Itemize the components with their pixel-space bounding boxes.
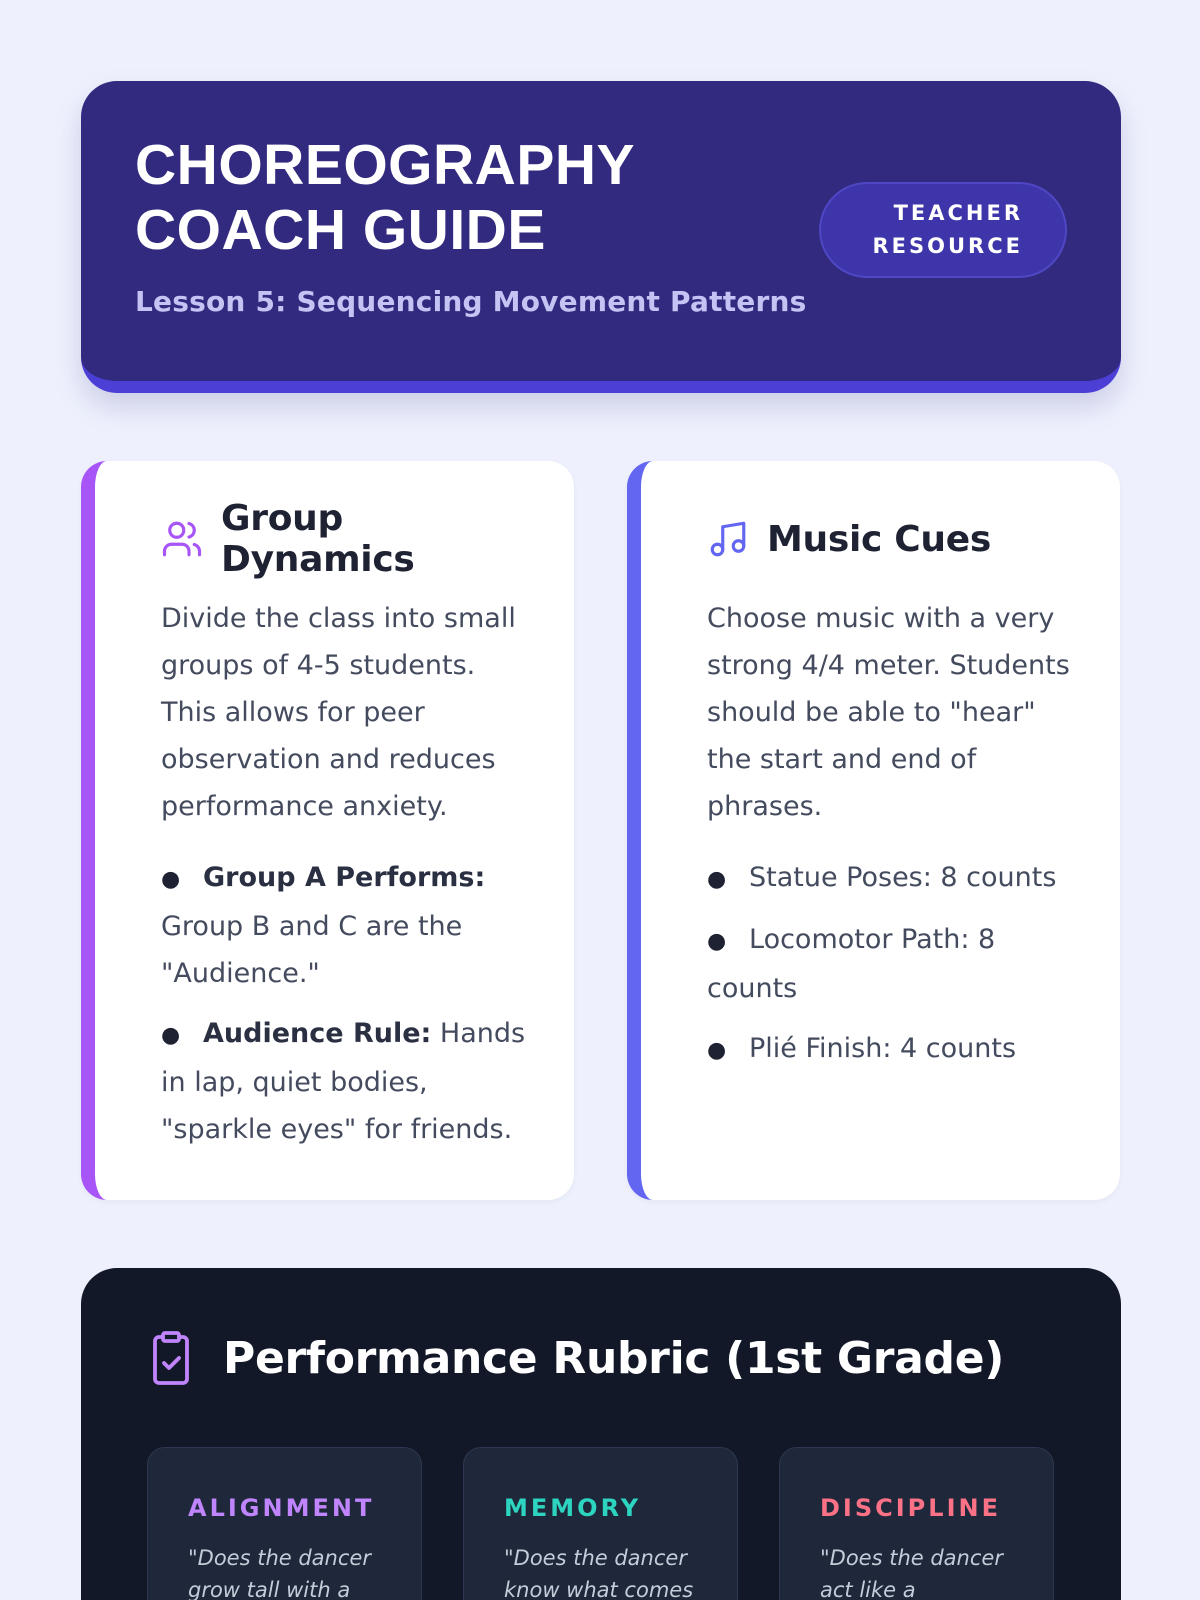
users-icon — [161, 518, 203, 560]
music-cues-card — [627, 461, 1120, 1200]
rubric-card-quote: "Does the dancer know what comes — [504, 1546, 694, 1600]
rubric-card-label: ALIGNMENT — [188, 1494, 375, 1522]
group-dynamics-list — [161, 854, 531, 1153]
teacher-resource-badge: TEACHER RESOURCE — [819, 182, 1067, 278]
rubric-card-quote: "Does the dancer grow tall with a — [188, 1546, 371, 1600]
rubric-card-label: DISCIPLINE — [820, 1494, 1001, 1522]
lesson-subtitle: Lesson 5: Sequencing Movement Patterns — [135, 285, 807, 318]
group-dynamics-body: Divide the class into small groups of 4-5 students. This allows for peer observation and reduces performance anxiety. — [161, 603, 516, 822]
music-cues-list — [707, 854, 1077, 1074]
bullet: ● — [707, 1038, 727, 1063]
list-item — [707, 854, 1077, 903]
list-item — [161, 1010, 531, 1153]
performance-rubric — [81, 1268, 1121, 1600]
list-item-text: Group B and C are the "Audience." — [161, 911, 463, 989]
guide-header — [81, 81, 1121, 393]
list-item-text: Statue Poses: 8 counts — [749, 862, 1057, 893]
list-item-lead: Group A Performs: — [203, 862, 486, 893]
rubric-header — [147, 1330, 1055, 1386]
rubric-card-label: MEMORY — [504, 1494, 642, 1522]
rubric-card-memory — [463, 1447, 738, 1600]
group-dynamics-title: Group Dynamics — [221, 498, 415, 580]
rubric-card-quote: "Does the dancer act like a — [820, 1546, 1003, 1600]
list-item-text: Locomotor Path: 8 counts — [707, 924, 996, 1004]
list-item — [707, 1025, 1077, 1074]
clipboard-check-icon — [147, 1330, 195, 1386]
list-item-text: Hands in lap, quiet bodies, "sparkle eyes" for friends. — [161, 1018, 526, 1145]
bullet: ● — [707, 867, 727, 892]
music-note-icon — [707, 518, 749, 560]
list-item-lead: Audience Rule: — [203, 1018, 432, 1049]
group-dynamics-header — [161, 498, 522, 580]
rubric-card-discipline — [779, 1447, 1054, 1600]
bullet: ● — [707, 929, 727, 954]
list-item-text: Plié Finish: 4 counts — [749, 1033, 1017, 1064]
page-title: CHOREOGRAPHY COACH GUIDE — [135, 133, 635, 262]
bullet: ● — [161, 867, 181, 892]
list-item — [161, 854, 531, 997]
rubric-card-alignment — [147, 1447, 422, 1600]
group-dynamics-card — [81, 461, 574, 1200]
rubric-title: Performance Rubric (1st Grade) — [223, 1332, 1005, 1384]
list-item — [707, 916, 1077, 1012]
music-cues-body: Choose music with a very strong 4/4 meter. Students should be able to "hear" the start and end of phrases. — [707, 603, 1070, 822]
music-cues-header — [707, 513, 1068, 565]
bullet: ● — [161, 1023, 181, 1048]
music-cues-title: Music Cues — [767, 518, 991, 560]
